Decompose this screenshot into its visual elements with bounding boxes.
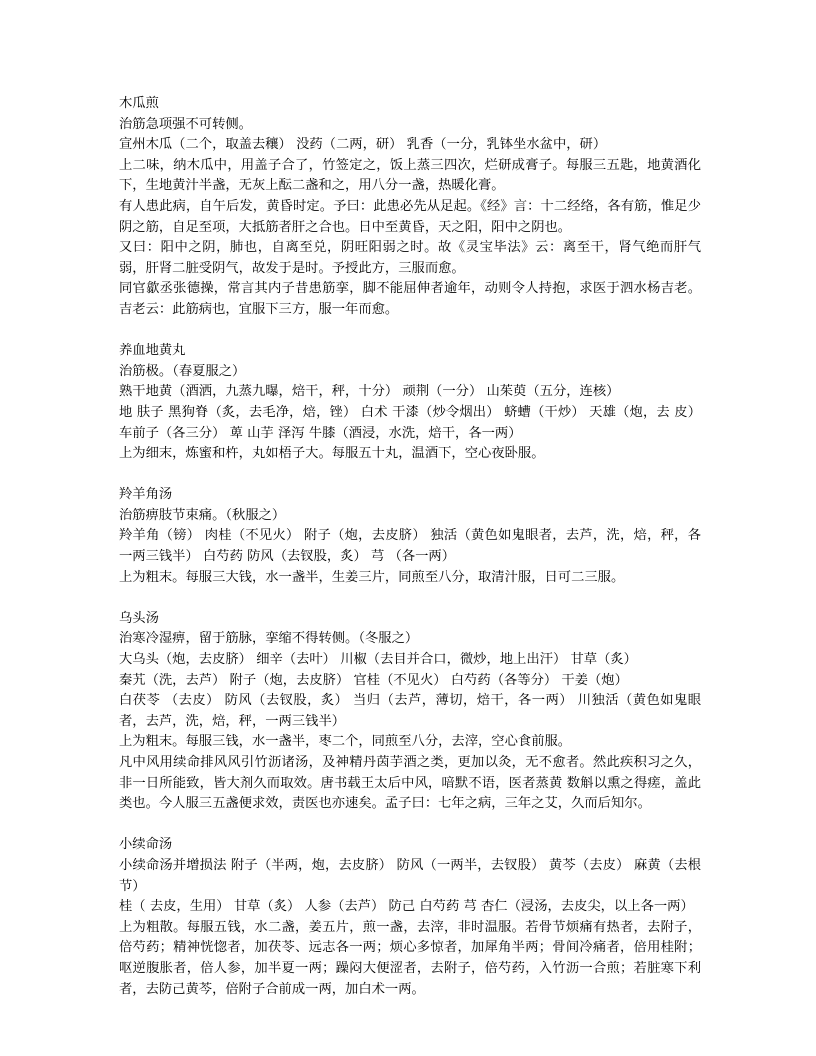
recipe-section-xiao-xuming-tang	[119, 835, 701, 1000]
section-title: 小续命汤	[119, 837, 173, 853]
recipe-section-wutou-tang	[119, 609, 701, 815]
case-text: 又曰：阳中之阴，肺也，自离至兑，阴旺阳弱之时。故《灵宝毕法》云：离至干，肾气绝而肝气弱，肝肾二脏受阴气，故发于是时。予授此方，三服而愈。	[119, 240, 701, 276]
section-title: 养血地黄丸	[119, 343, 186, 359]
recipe-section-mugua-jian	[119, 94, 701, 321]
document-page	[119, 94, 701, 1021]
ingredients-text: 小续命汤并增损法 附子（半两，炮，去皮脐） 防风（一两半，去钗股） 黄芩（去皮） 麻黄（去根节）	[119, 857, 701, 894]
preparation-text: 上为粗末。每服三钱，水一盏半，枣二个，同煎至八分，去滓，空心食前服。	[119, 734, 572, 750]
ingredients-text: 羚羊角（镑） 肉桂（不见火） 附子（炮，去皮脐） 独活（黄色如鬼眼者，去芦，洗，焙，秤，各一两三钱半） 白芍药 防风（去钗股，炙） 芎 （各一两）	[119, 528, 701, 565]
indication-text: 治筋极。（春夏服之）	[119, 363, 246, 379]
preparation-text: 上为细末，炼蜜和杵，丸如梧子大。每服五十丸，温酒下，空心夜卧服。	[119, 446, 545, 462]
indication-text: 治筋急项强不可转侧。	[119, 116, 252, 132]
ingredients-text: 宣州木瓜（二个，取盖去穰） 没药（二两，研） 乳香（一分，乳钵坐水盆中，研）	[119, 137, 607, 153]
ingredients-text: 白茯苓 （去皮） 防风（去钗股，炙） 当归（去芦，薄切，焙干，各一两） 川独活（黄色如鬼眼者，去芦，洗，焙，秤，一两三钱半）	[119, 693, 701, 729]
ingredients-text: 地 肤子 黑狗脊（炙，去毛净，焙，锉） 白术 干漆（炒令烟出） 蛴螬（干炒） 天雄（炮，去 皮） 车前子（各三分） 萆 山芋 泽泻 牛膝（酒浸，水洗，焙干，各一两）	[119, 404, 701, 441]
commentary-text: 凡中风用续命排风风引竹沥诸汤，及神精丹茵芋酒之类，更加以灸，无不愈者。然此疾积习之久，非一日所能致，皆大剂久而取效。唐书载王太后中风，喑默不语，医者蒸黄 数斛以熏之得瘥，盖此类也。今人服三五盏便求效，责医也亦速矣。孟子曰：七年之病，三年之艾，久而后知尔。	[119, 755, 701, 812]
preparation-text: 上二味，纳木瓜中，用盖子合了，竹签定之，饭上蒸三四次，烂研成膏子。每服三五匙，地黄酒化下，生地黄汁半盏，无灰上酝二盏和之，用八分一盏，热暖化膏。	[119, 157, 701, 194]
recipe-section-yangxue-dihuang-wan	[119, 341, 701, 465]
indication-text: 治筋痹肢节束痛。（秋服之）	[119, 507, 286, 523]
section-title: 羚羊角汤	[119, 487, 173, 503]
indication-text: 治寒冷湿痹，留于筋脉，挛缩不得转侧。（冬服之）	[119, 631, 419, 647]
case-text: 同官歙丞张德操，常言其内子昔患筋挛，脚不能屈伸者逾年，动则令人持抱，求医于泗水杨吉老。吉老云：此筋病也，宜服下三方，服一年而愈。	[119, 281, 701, 317]
section-title: 乌头汤	[119, 610, 159, 626]
preparation-text: 上为粗末。每服三大钱，水一盏半，生姜三片，同煎至八分，取清汁服，日可二三服。	[119, 569, 625, 585]
ingredients-text: 桂（ 去皮，生用） 甘草（炙） 人参（去芦） 防己 白芍药 芎 杏仁（浸汤，去皮尖，以上各一两）	[119, 899, 694, 915]
case-text: 有人患此病，自午后发，黄昏时定。予曰：此患必先从足起。《经》言：十二经络，各有筋，惟足少阴之筋，自足至项，大抵筋者肝之合也。日中至黄昏，天之阳，阳中之阴也。	[119, 198, 701, 235]
ingredients-text: 熟干地黄（酒洒，九蒸九曝，焙干，秤，十分） 顽荆（一分） 山茱萸（五分，连核）	[119, 384, 620, 400]
recipe-section-lingyangjiao-tang	[119, 485, 701, 588]
preparation-text: 上为粗散。每服五钱，水二盏，姜五片，煎一盏，去滓，非时温服。若骨节烦痛有热者，去附子，倍芍药；精神恍惚者，加茯苓、远志各一两；烦心多惊者，加犀角半两；骨间冷痛者，倍用桂附；呕逆腹胀者，倍人参，加半夏一两；躁闷大便涩者，去附子，倍芍药，入竹沥一合煎；若脏寒下利者，去防己黄芩，倍附子合前成一两，加白术一两。	[119, 919, 701, 997]
ingredients-text: 秦艽（洗，去芦） 附子（炮，去皮脐） 官桂（不见火） 白芍药（各等分） 干姜（炮）	[119, 672, 628, 688]
section-title: 木瓜煎	[119, 96, 159, 111]
ingredients-text: 大乌头（炮，去皮脐） 细辛（去叶） 川椒（去目并合口，微炒，地上出汗） 甘草（炙）	[119, 652, 637, 668]
